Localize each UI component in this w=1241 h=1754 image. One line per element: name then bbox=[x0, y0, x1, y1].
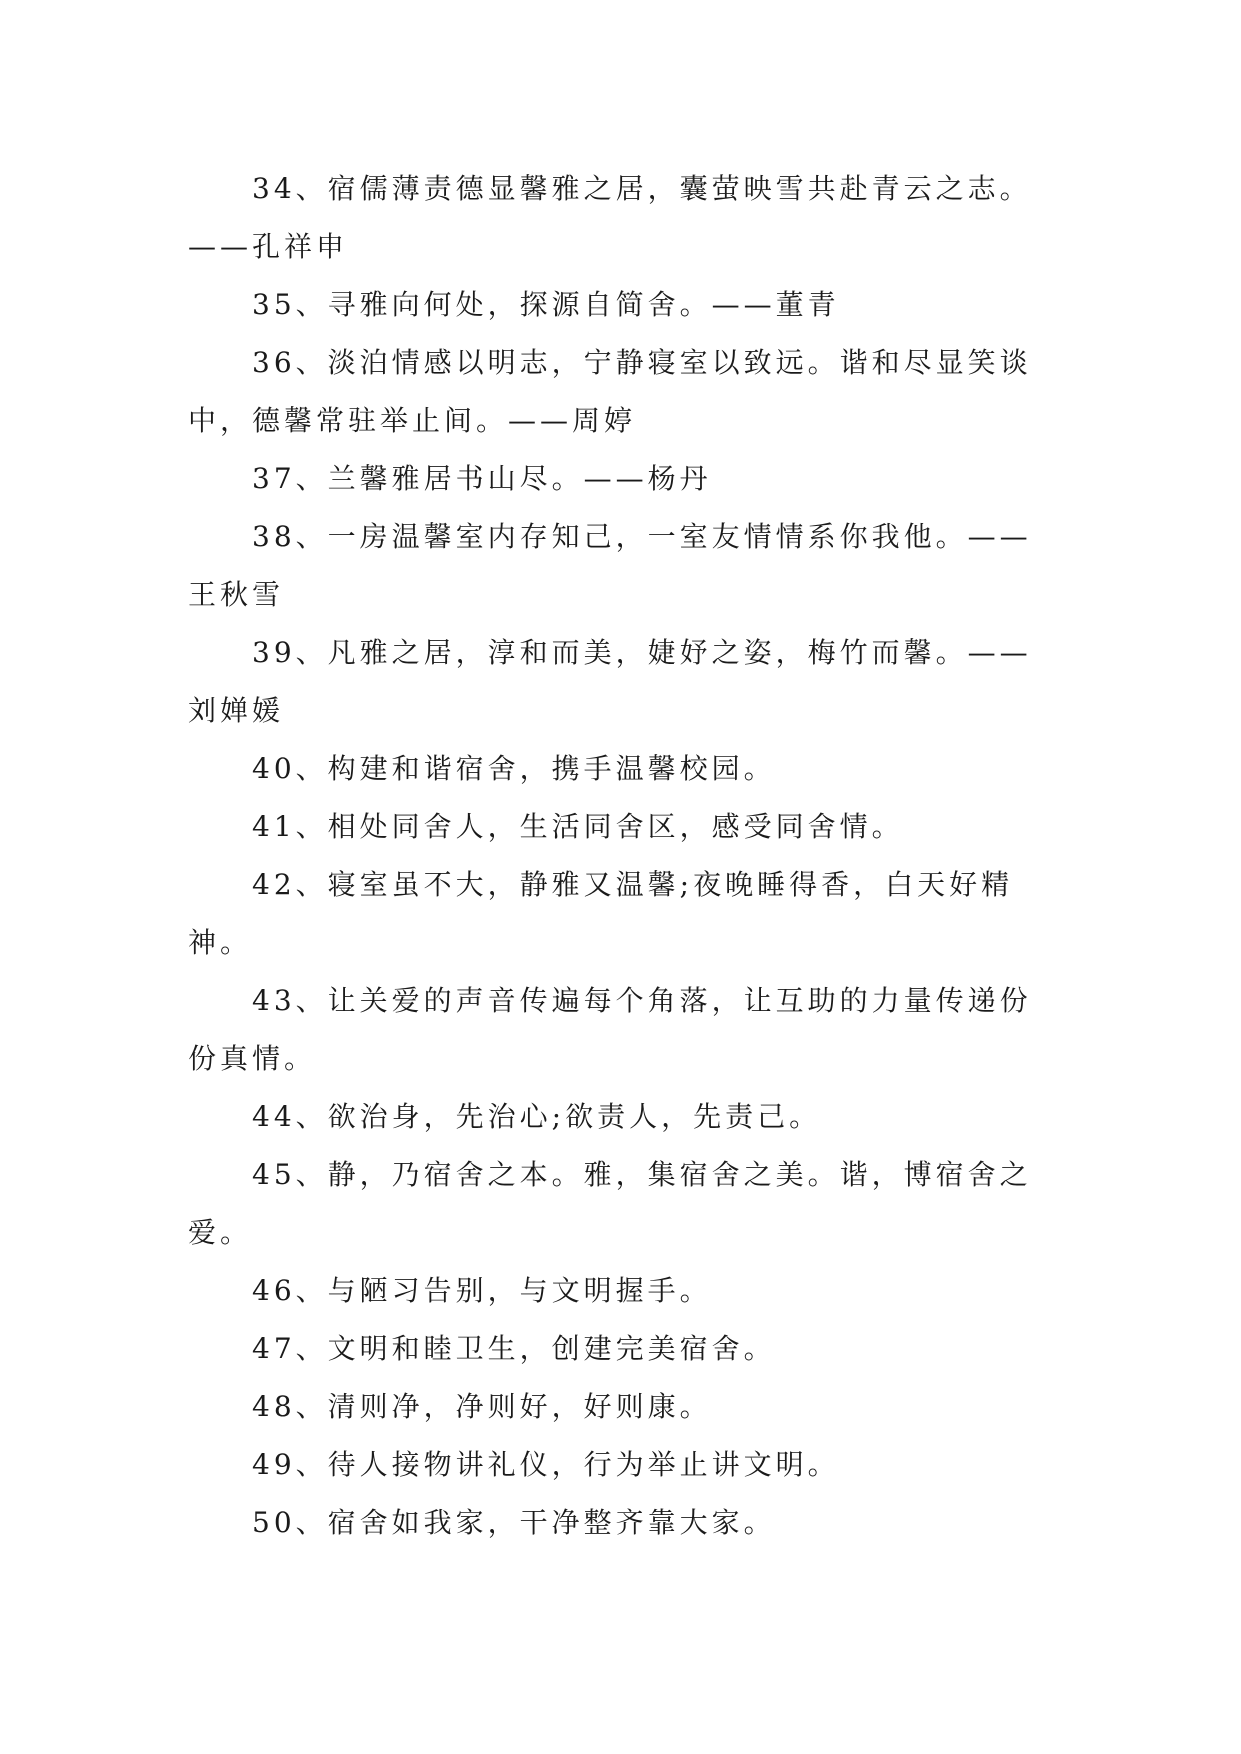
paragraph-41: 41、相处同舍人，生活同舍区，感受同舍情。 bbox=[252, 810, 904, 843]
paragraph-45: 45、静，乃宿舍之本。雅，集宿舍之美。谐，博宿舍之爱。 bbox=[188, 1158, 1032, 1249]
paragraph-42: 42、寝室虽不大，静雅又温馨;夜晚睡得香，白天好精神。 bbox=[188, 868, 1014, 959]
paragraph-36: 36、淡泊情感以明志，宁静寝室以致远。谐和尽显笑谈中，德馨常驻举止间。——周婷 bbox=[188, 346, 1032, 437]
paragraph-44: 44、欲治身，先治心;欲责人，先责己。 bbox=[252, 1100, 822, 1133]
paragraph-37: 37、兰馨雅居书山尽。——杨丹 bbox=[252, 462, 712, 495]
paragraph-39: 39、凡雅之居，淳和而美，婕妤之姿，梅竹而馨。——刘婵媛 bbox=[188, 636, 1032, 727]
paragraph-38: 38、一房温馨室内存知己，一室友情情系你我他。——王秋雪 bbox=[188, 520, 1032, 611]
paragraph-35: 35、寻雅向何处，探源自简舍。——董青 bbox=[252, 288, 840, 321]
paragraph-48: 48、清则净，净则好，好则康。 bbox=[252, 1390, 712, 1423]
paragraph-49: 49、待人接物讲礼仪，行为举止讲文明。 bbox=[252, 1448, 840, 1481]
paragraph-46: 46、与陋习告别，与文明握手。 bbox=[252, 1274, 712, 1307]
paragraph-40: 40、构建和谐宿舍，携手温馨校园。 bbox=[252, 752, 776, 785]
paragraph-43: 43、让关爱的声音传遍每个角落，让互助的力量传递份份真情。 bbox=[188, 984, 1032, 1075]
paragraph-34: 34、宿儒薄责德显馨雅之居，囊萤映雪共赴青云之志。——孔祥申 bbox=[188, 172, 1032, 263]
document-body bbox=[188, 160, 1056, 1552]
paragraph-47: 47、文明和睦卫生，创建完美宿舍。 bbox=[252, 1332, 776, 1365]
paragraph-50: 50、宿舍如我家，干净整齐靠大家。 bbox=[252, 1506, 776, 1539]
